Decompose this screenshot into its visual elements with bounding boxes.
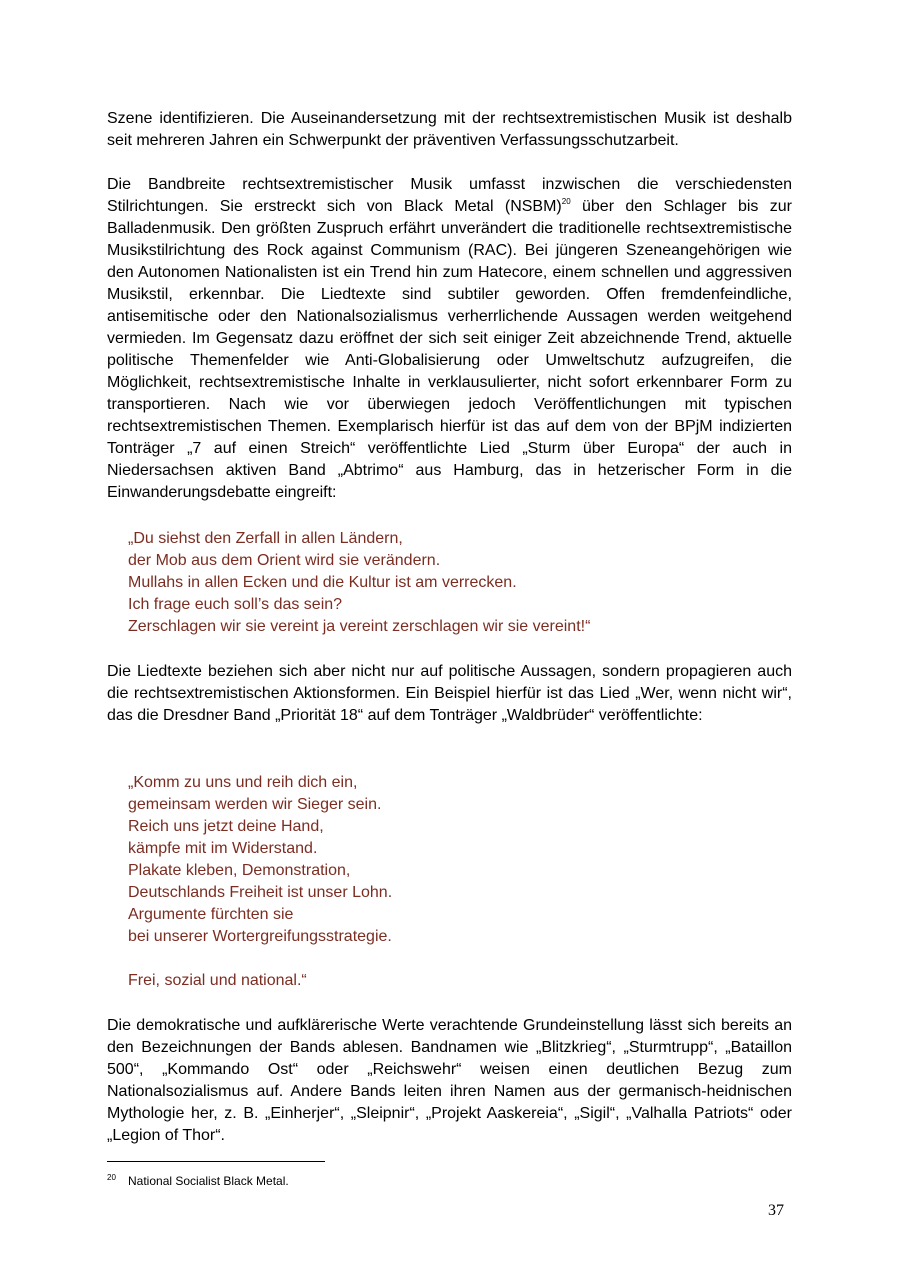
quote-line: der Mob aus dem Orient wird sie verändern. (128, 552, 441, 569)
footnote-number: 20 (107, 1173, 116, 1182)
paragraph-intro (107, 108, 792, 152)
paragraph-intro-text: Szene identifizieren. Die Auseinandersetzung mit der rechtsextremistischen Musik ist deshalb seit mehreren Jahren ein Schwerpunkt der präventiven Verfassungsschutzarbeit. (107, 110, 792, 149)
quote-line: „Du siehst den Zerfall in allen Ländern, (128, 530, 403, 547)
footnote (107, 1170, 289, 1189)
paragraph-band-names-text: Die demokratische und aufklärerische Werte verachtende Grundeinstellung lässt sich bereits an den Bezeichnungen der Bands ablesen. Bandnamen wie „Blitzkrieg“, „Sturmtrupp“, „Bataillon 500“, „Kommando Ost“ oder „Reichswehr“ weisen einen deutlichen Bezug zum Nationalsozialismus auf. Andere Bands leiten ihren Namen aus der germanisch-heidnischen Mythologie her, z. B. „Einherjer“, „Sleipnir“, „Projekt Aaskereia“, „Sigil“, „Valhalla Patriots“ oder „Legion of Thor“. (107, 1017, 792, 1144)
lyrics-quote-wer-wenn-nicht-wir (128, 772, 788, 992)
paragraph-action-forms-text: Die Liedtexte beziehen sich aber nicht nur auf politische Aussagen, sondern propagieren auch die rechtsextremistischen Aktionsformen. Ein Beispiel hierfür ist das Lied „Wer, wenn nicht wir“, das die Dresdner Band „Priorität 18“ auf dem Tonträger „Waldbrüder“ veröffentlichte: (107, 663, 792, 724)
quote-line: Argumente fürchten sie (128, 906, 294, 923)
quote-line: Zerschlagen wir sie vereint ja vereint zerschlagen wir sie vereint!“ (128, 618, 591, 635)
paragraph-band-names (107, 1015, 792, 1147)
paragraph-action-forms (107, 661, 792, 727)
quote-line: Ich frage euch soll’s das sein? (128, 596, 343, 613)
quote-line: „Komm zu uns und reih dich ein, (128, 774, 358, 791)
quote-line: Reich uns jetzt deine Hand, (128, 818, 324, 835)
footnote-divider (107, 1161, 325, 1162)
quote-line: Mullahs in allen Ecken und die Kultur ist am verrecken. (128, 574, 517, 591)
quote-gap (128, 948, 788, 970)
lyrics-quote-sturm-ueber-europa (128, 528, 788, 638)
quote-line: Frei, sozial und national.“ (128, 972, 307, 989)
quote-line: Plakate kleben, Demonstration, (128, 862, 351, 879)
quote-line: kämpfe mit im Widerstand. (128, 840, 318, 857)
quote-line: Deutschlands Freiheit ist unser Lohn. (128, 884, 393, 901)
footnote-reference[interactable]: 20 (561, 197, 571, 206)
paragraph-music-styles-text-b: über den Schlager bis zur Balladenmusik. Den größten Zuspruch erfährt unverändert die traditionelle rechtsextremistische Musikstilrichtung des Rock against Communism (RAC). Bei jüngeren Szeneangehörigen wie den Autonomen Nationalisten ist ein Trend hin zum Hatecore, einem schnellen und aggressiven Musikstil, erkennbar. Die Liedtexte sind subtiler geworden. Offen fremdenfeindliche, antisemitische oder den Nationalsozialismus verherrlichende Aussagen werden weitgehend vermieden. Im Gegensatz dazu eröffnet der sich seit einiger Zeit abzeichnende Trend, aktuelle politische Themenfelder wie Anti-Globalisierung oder Umweltschutz aufzugreifen, die Möglichkeit, rechtsextremistische Inhalte in verklausulierter, nicht sofort erkennbarer Form zu transportieren. Nach wie vor überwiegen jedoch Veröffentlichungen mit typischen rechtsextremistischen Themen. Exemplarisch hierfür ist das auf dem von der BPjM indizierten Tonträger „7 auf einen Streich“ veröffentlichte Lied „Sturm über Europa“ der auch in Niedersachsen aktiven Band „Abtrimo“ aus Hamburg, das in hetzerischer Form in die Einwanderungsdebatte eingreift: (107, 198, 792, 501)
paragraph-music-styles (107, 174, 792, 504)
page-number: 37 (768, 1202, 784, 1219)
quote-line: bei unserer Wortergreifungsstrategie. (128, 928, 392, 945)
footnote-text: National Socialist Black Metal. (128, 1174, 289, 1188)
quote-line: gemeinsam werden wir Sieger sein. (128, 796, 382, 813)
paragraph-music-styles-text-a: Die Bandbreite rechtsextremistischer Musik umfasst inzwischen die verschiedensten Stilrichtungen. Sie erstreckt sich von Black Metal (NSBM) (107, 176, 792, 215)
